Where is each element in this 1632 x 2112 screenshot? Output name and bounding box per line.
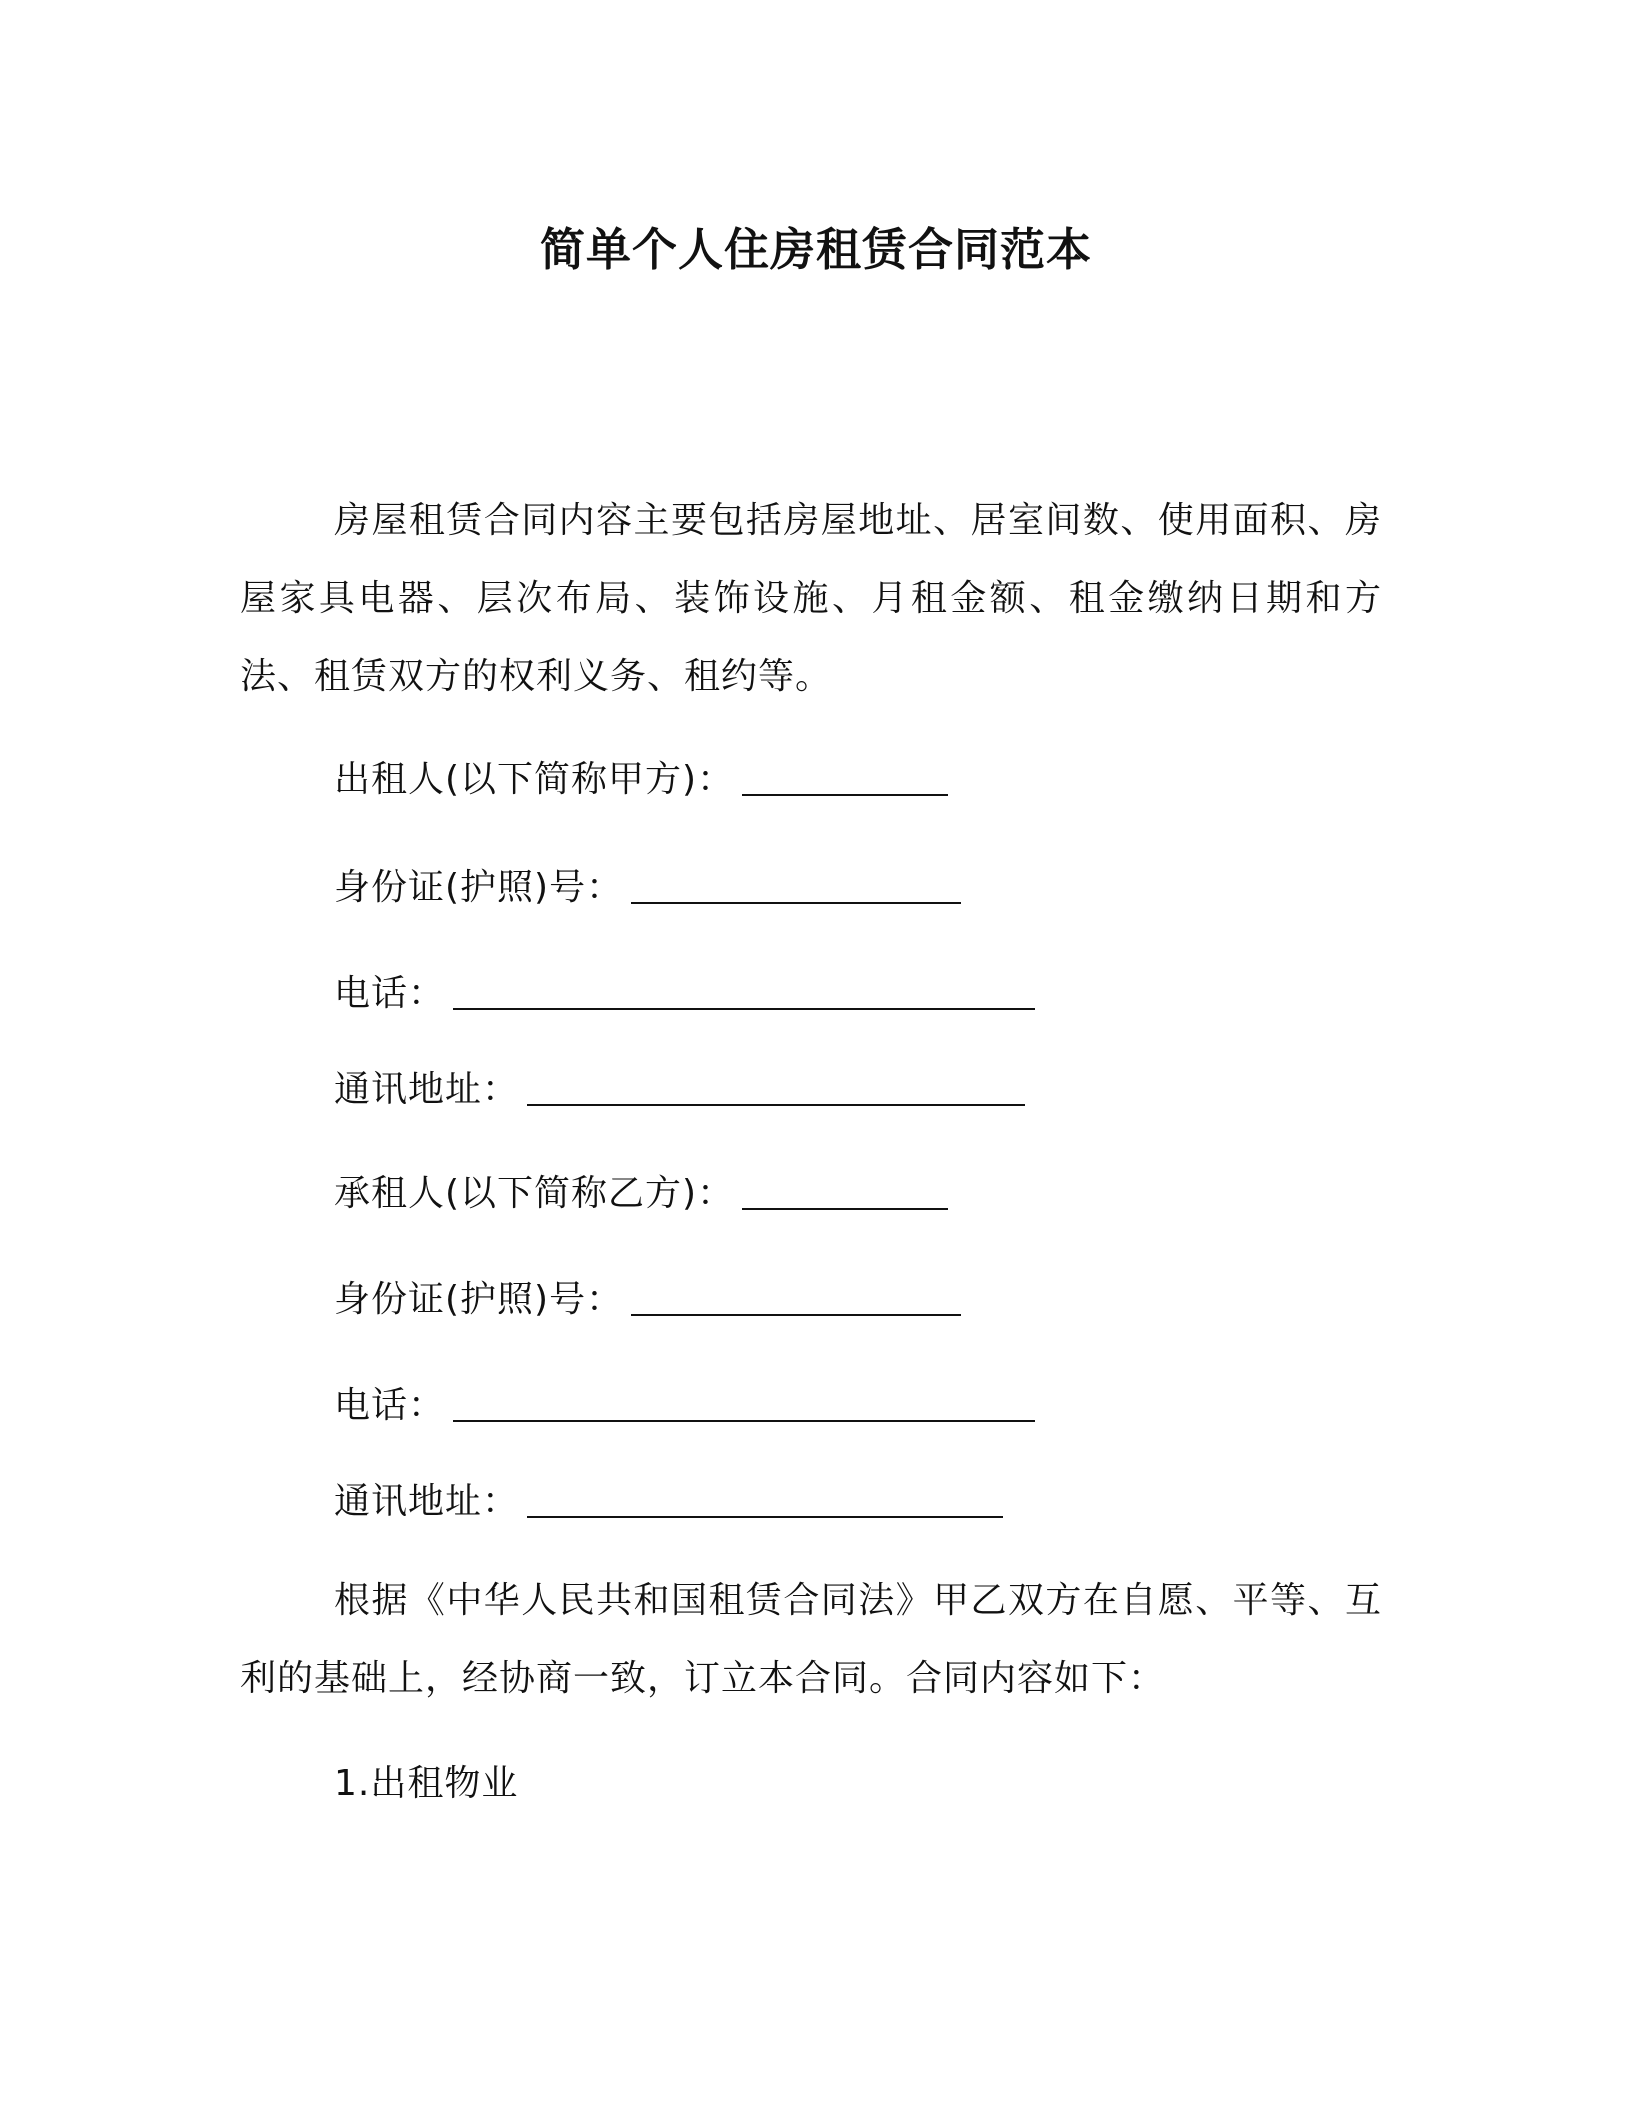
lessor-address-label: 通讯地址： — [334, 1069, 520, 1110]
lessor-phone-label: 电话： — [334, 973, 446, 1014]
lessor-address-line — [334, 1064, 1025, 1116]
lessor-id-line — [334, 862, 961, 914]
lessee-address-blank — [527, 1516, 1003, 1518]
lessor-line — [334, 754, 948, 806]
lessor-blank — [742, 794, 948, 796]
lessee-blank — [742, 1208, 948, 1210]
lessor-phone-line — [334, 968, 1035, 1020]
lessor-phone-blank — [453, 1008, 1035, 1010]
lessee-phone-line — [334, 1380, 1035, 1432]
lessee-address-label: 通讯地址： — [334, 1481, 520, 1522]
lessee-address-line — [334, 1476, 1003, 1528]
basis-paragraph: 根据《中华人民共和国租赁合同法》甲乙双方在自愿、平等、互利的基础上，经协商一致，订立本合同。合同内容如下： — [240, 1580, 1382, 1699]
lessor-label: 出租人(以下简称甲方)： — [334, 759, 735, 800]
lessee-id-blank — [631, 1314, 961, 1316]
lessee-id-line — [334, 1274, 961, 1326]
lessee-line — [334, 1168, 948, 1220]
document-title: 简单个人住房租赁合同范本 — [539, 223, 1092, 276]
lessor-id-blank — [631, 902, 961, 904]
lessee-label: 承租人(以下简称乙方)： — [334, 1173, 735, 1214]
section-heading-1: 1.出租物业 — [334, 1763, 519, 1804]
lessee-phone-blank — [453, 1420, 1035, 1422]
intro-paragraph: 房屋租赁合同内容主要包括房屋地址、居室间数、使用面积、房屋家具电器、层次布局、装饰设施、月租金额、租金缴纳日期和方法、租赁双方的权利义务、租约等。 — [240, 500, 1382, 697]
lessor-address-blank — [527, 1104, 1025, 1106]
lessee-phone-label: 电话： — [334, 1385, 446, 1426]
lessor-id-label: 身份证(护照)号： — [334, 867, 624, 908]
lessee-id-label: 身份证(护照)号： — [334, 1279, 624, 1320]
